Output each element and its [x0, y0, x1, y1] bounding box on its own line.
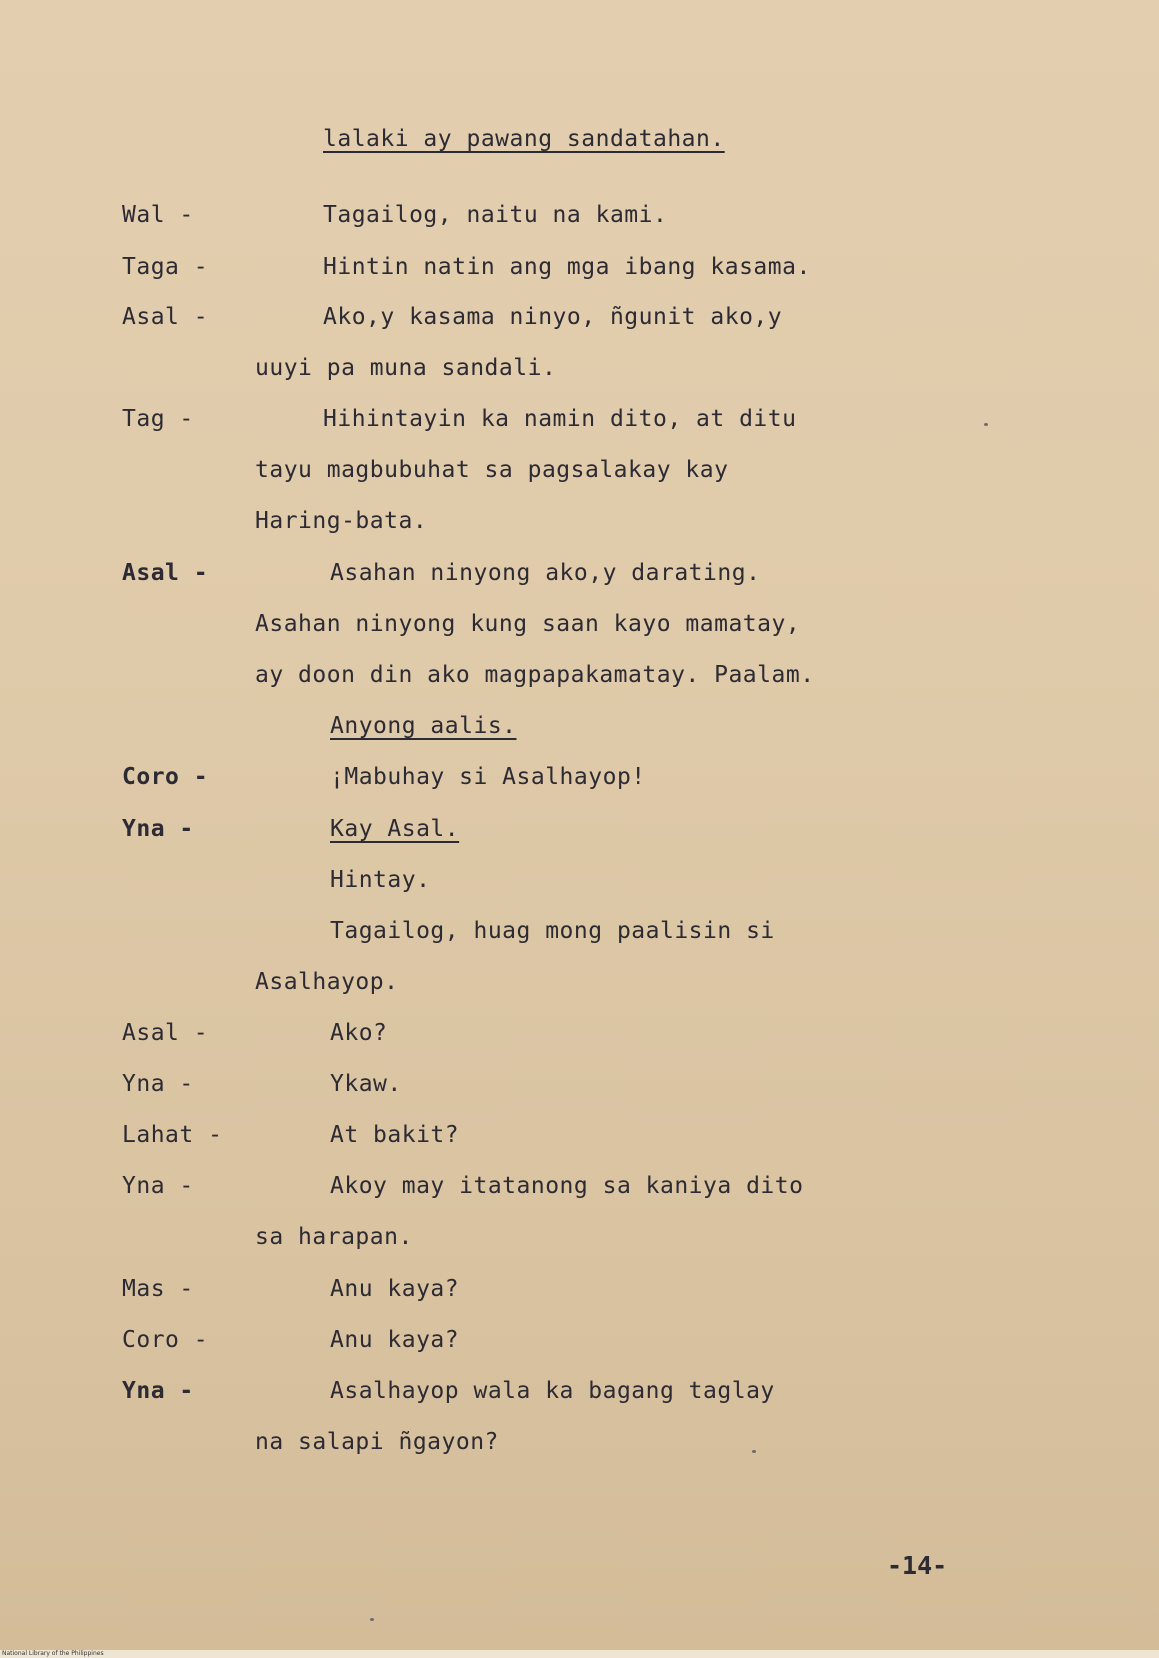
dialogue-line: Anu kaya? [330, 1327, 460, 1353]
dialogue-line: Asahan ninyong ako,y darating. [330, 560, 761, 586]
footer-credit: National Library of the Philippines [2, 1650, 104, 1657]
dialogue-continuation: sa harapan. [255, 1224, 413, 1250]
speaker-label: Coro - [122, 764, 209, 790]
dialogue-continuation: Asahan ninyong kung saan kayo mamatay, [255, 611, 801, 637]
dialogue-line: At bakit? [330, 1122, 460, 1148]
dialogue-continuation: Haring-bata. [255, 508, 428, 534]
speaker-label: Asal - [122, 304, 209, 330]
paper-speck [752, 1450, 756, 1453]
speaker-label: Asal - [122, 1020, 209, 1046]
speaker-label: Yna - [122, 1173, 194, 1199]
speaker-label: Lahat - [122, 1122, 223, 1148]
dialogue-line: Asalhayop wala ka bagang taglay [330, 1378, 775, 1404]
page-number: -14- [887, 1551, 948, 1580]
dialogue-line: Hintay. [330, 867, 431, 893]
dialogue-line: Ako? [330, 1020, 388, 1046]
stage-direction: Anyong aalis. [330, 713, 517, 739]
speaker-label: Wal - [122, 202, 194, 228]
stage-direction: Kay Asal. [330, 816, 460, 842]
dialogue-continuation: uuyi pa muna sandali. [255, 355, 557, 381]
stage-direction-top: lalaki ay pawang sandatahan. [323, 126, 725, 152]
speaker-label: Yna - [122, 1071, 194, 1097]
dialogue-continuation: tayu magbubuhat sa pagsalakay kay [255, 457, 729, 483]
dialogue-line: Hihintayin ka namin dito, at ditu [323, 406, 797, 432]
speaker-label: Tag - [122, 406, 194, 432]
dialogue-line: Ykaw. [330, 1071, 402, 1097]
paper-speck [984, 423, 988, 426]
dialogue-line: Tagailog, huag mong paalisin si [330, 918, 775, 944]
dialogue-continuation: ay doon din ako magpapakamatay. Paalam. [255, 662, 815, 688]
dialogue-continuation: Asalhayop. [255, 969, 399, 995]
dialogue-line: Tagailog, naitu na kami. [323, 202, 668, 228]
dialogue-line: Anu kaya? [330, 1276, 460, 1302]
speaker-label: Yna - [122, 1378, 194, 1404]
speaker-label: Asal - [122, 560, 209, 586]
speaker-label: Taga - [122, 254, 209, 280]
dialogue-line: Akoy may itatanong sa kaniya dito [330, 1173, 804, 1199]
dialogue-line: ¡Mabuhay si Asalhayop! [330, 764, 646, 790]
dialogue-line: Hintin natin ang mga ibang kasama. [323, 254, 811, 280]
speaker-label: Yna - [122, 816, 194, 842]
speaker-label: Mas - [122, 1276, 194, 1302]
paper-speck [370, 1618, 374, 1621]
speaker-label: Coro - [122, 1327, 209, 1353]
dialogue-continuation: na salapi ñgayon? [255, 1429, 499, 1455]
dialogue-line: Ako,y kasama ninyo, ñgunit ako,y [323, 304, 783, 330]
